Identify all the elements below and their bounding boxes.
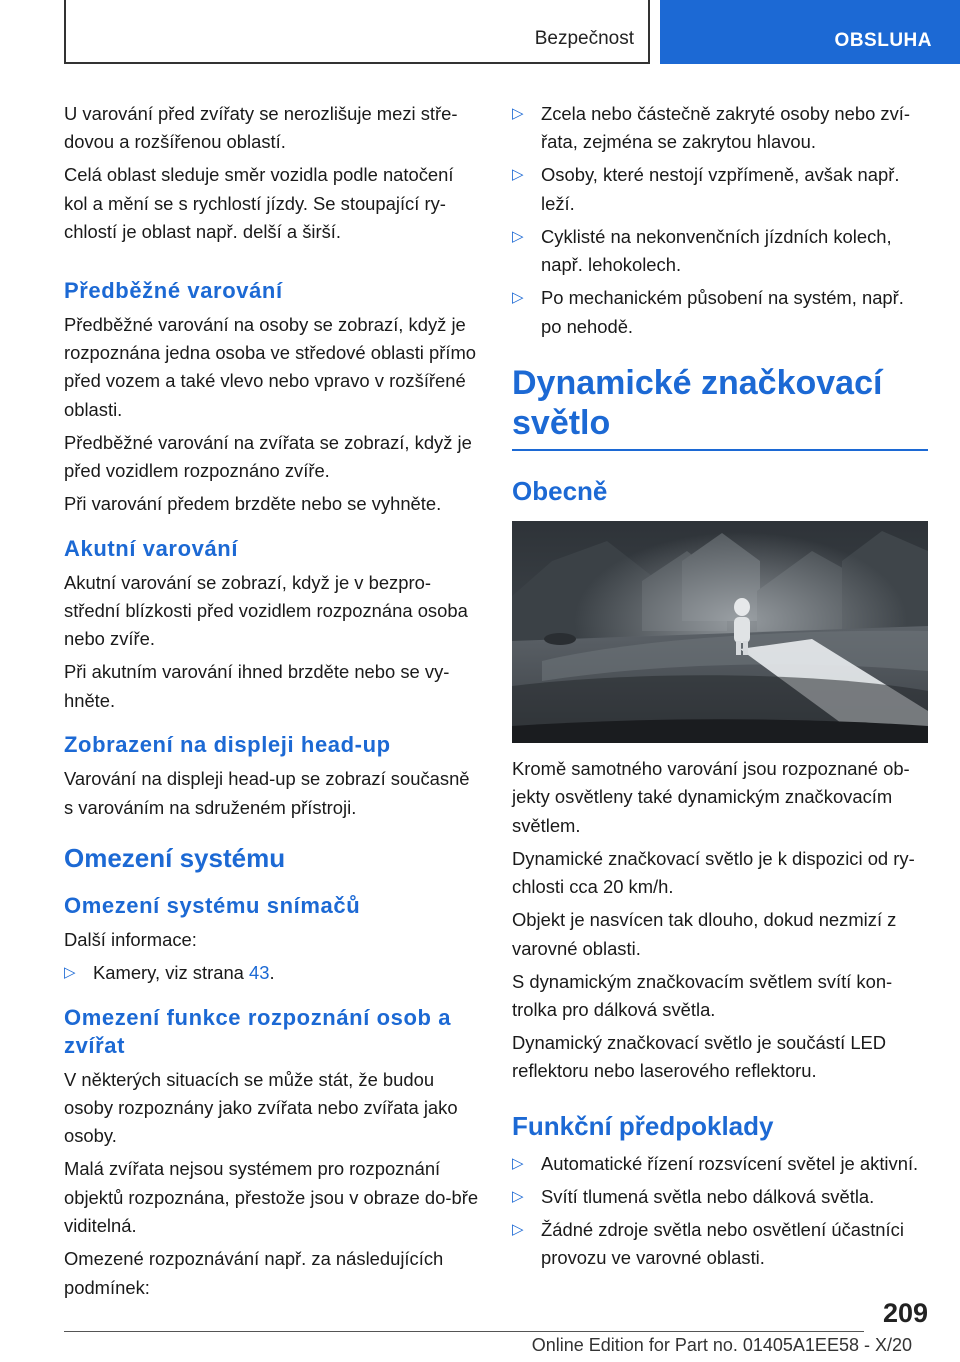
- header-chapter-tab: [660, 0, 960, 64]
- heading-dynamic-marking-light: Dynamické značkovací světlo: [512, 364, 883, 443]
- paragraph: S dynamickým značkovacím světlem svítí kon-trolka pro dálková světla.: [512, 970, 893, 1021]
- right-column: [512, 100, 928, 1277]
- triangle-bullet-icon: ▷: [512, 1154, 524, 1172]
- left-column: [64, 100, 482, 1307]
- paragraph: U varování před zvířaty se nerozlišuje mezi stře-dovou a rozšířenou oblastí.: [64, 103, 458, 153]
- triangle-bullet-icon: ▷: [512, 227, 524, 245]
- triangle-bullet-icon: ▷: [512, 1187, 524, 1205]
- paragraph: Dynamický značkovací světlo je součástí LED reflektoru nebo laserového reflektoru.: [512, 1032, 887, 1082]
- paragraph: Objekt je nasvícen tak dlouho, dokud nezmizí z varovné oblasti.: [512, 909, 897, 959]
- paragraph: Celá oblast sleduje směr vozidla podle natočení kol a mění se s rychlostí jízdy. Se stoupající ry-chlostí je oblast např. delší a širší.: [64, 164, 454, 243]
- paragraph: Dynamické značkovací světlo je k dispozici od ry-chlosti cca 20 km/h.: [512, 847, 915, 898]
- paragraph: V některých situacích se může stát, že budou osoby rozpoznány jako zvířata nebo zvířata jako osoby.: [64, 1068, 458, 1147]
- heading-functional-requirements: Funkční předpoklady: [512, 1110, 774, 1141]
- page-reference-link[interactable]: 43: [249, 962, 270, 984]
- heading-preliminary-warning: Předběžné varování: [64, 277, 283, 303]
- list-item: ▷ Kamery, viz strana 43.: [64, 959, 482, 987]
- heading-acute-warning: Akutní varování: [64, 535, 239, 561]
- list-item: ▷ Po mechanickém působení na systém, např. po nehodě.: [512, 284, 928, 341]
- heading-recognition-limits: Omezení funkce rozpoznání osob a zvířat: [64, 1004, 452, 1058]
- heading-sensor-limits: Omezení systému snímačů: [64, 893, 361, 919]
- paragraph: Varování na displeji head-up se zobrazí současně s varováním na sdruženém přístroji.: [64, 768, 470, 818]
- list-item: ▷ Žádné zdroje světla nebo osvětlení účastníci provozu ve varovné oblasti.: [512, 1216, 928, 1273]
- heading-general: Obecně: [512, 476, 608, 507]
- triangle-bullet-icon: ▷: [512, 289, 524, 307]
- paragraph: Omezené rozpoznávání např. za následujících podmínek:: [64, 1248, 444, 1298]
- paragraph: Předběžné varování na osoby se zobrazí, když je rozpoznána jedna osoba ve středové oblasti přímo před vozem a také vlevo nebo vpravo v rozšířené oblasti.: [64, 313, 477, 420]
- list-item: ▷ Cyklisté na nekonvenčních jízdních kolech, např. lehokolech.: [512, 223, 928, 280]
- paragraph: Předběžné varování na zvířata se zobrazí, když je před vozidlem rozpoznáno zvíře.: [64, 431, 472, 482]
- list-item: ▷ Automatické řízení rozsvícení světel je aktivní.: [512, 1150, 928, 1178]
- bullet-list-requirements: [512, 1150, 928, 1273]
- list-item: ▷ Osoby, které nestojí vzpřímeně, avšak např. leží.: [512, 161, 928, 218]
- footer-edition: Online Edition for Part no. 01405A1EE58 - X/20: [531, 1335, 912, 1355]
- page-number: 209: [882, 1298, 928, 1328]
- header-frame: [64, 0, 650, 64]
- night-road-pedestrian-illustration: [512, 521, 928, 743]
- list-item: ▷ Zcela nebo částečně zakryté osoby nebo zví-řata, zejména se zakrytou hlavou.: [512, 100, 928, 157]
- triangle-bullet-icon: ▷: [512, 166, 524, 184]
- triangle-bullet-icon: ▷: [512, 1220, 524, 1238]
- heading-system-limits: Omezení systému: [64, 843, 286, 874]
- triangle-bullet-icon: ▷: [512, 105, 524, 122]
- paragraph: Akutní varování se zobrazí, když je v bezpro-střední blízkosti před vozidlem rozpoznána osoba nebo zvíře.: [64, 571, 468, 650]
- heading-rule: [512, 449, 928, 451]
- triangle-bullet-icon: ▷: [64, 964, 76, 982]
- paragraph: Další informace:: [64, 929, 197, 951]
- paragraph: Při varování předem brzděte nebo se vyhněte.: [64, 493, 442, 515]
- paragraph: Malá zvířata nejsou systémem pro rozpoznání objektů rozpoznána, přestože jsou v obraze do-bře viditelná.: [64, 1158, 479, 1237]
- heading-head-up-display: Zobrazení na displeji head-up: [64, 732, 391, 758]
- paragraph: Při akutním varování ihned brzděte nebo se vy-hněte.: [64, 661, 450, 711]
- header-section-title: Bezpečnost: [534, 28, 634, 49]
- bullet-list-conditions: [512, 100, 928, 341]
- footer-rule: [64, 1331, 864, 1332]
- paragraph: Kromě samotného varování jsou rozpoznané ob-jekty osvětleny také dynamickým značkovacím světlem.: [512, 758, 910, 836]
- list-item: ▷ Svítí tlumená světla nebo dálková světla.: [512, 1183, 928, 1211]
- header-chapter-label: OBSLUHA: [834, 30, 932, 51]
- bullet-list: [64, 959, 482, 987]
